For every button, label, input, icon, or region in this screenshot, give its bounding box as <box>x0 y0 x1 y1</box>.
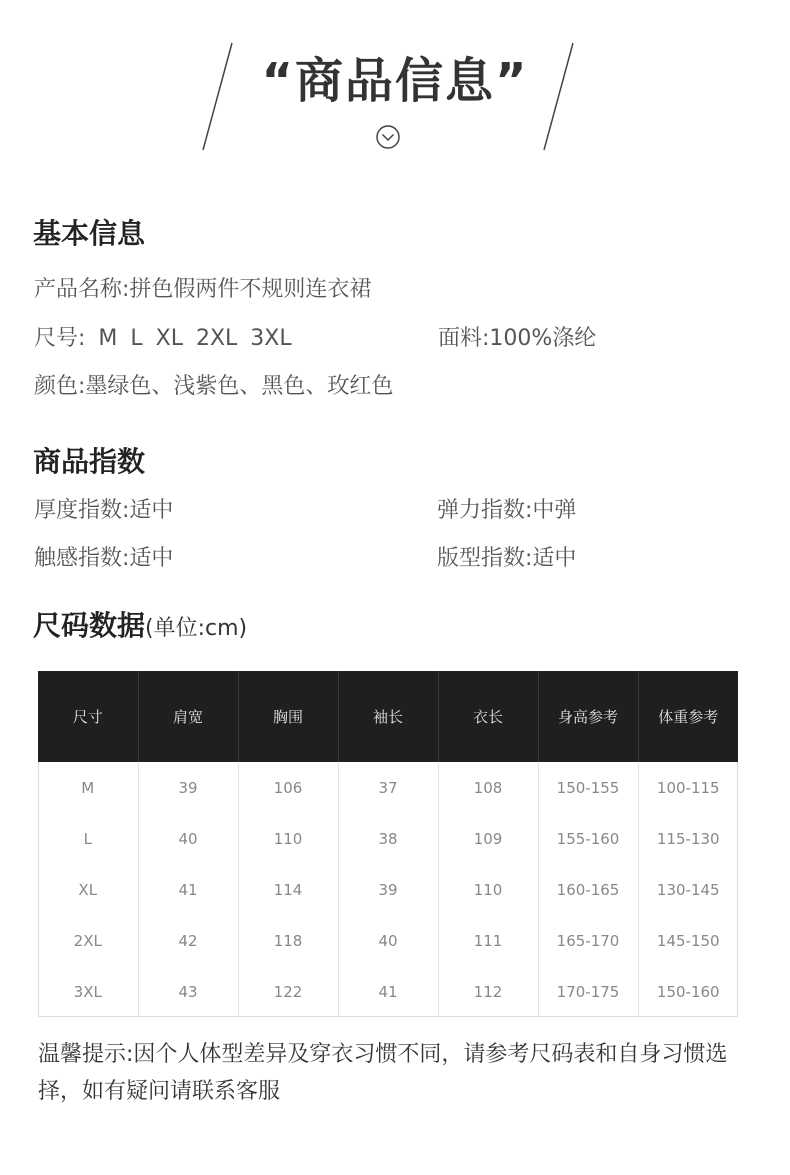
table-cell: 42 <box>138 915 238 966</box>
table-cell: 41 <box>138 864 238 915</box>
touch-index: 触感指数:适中 <box>34 546 174 571</box>
table-row <box>38 966 738 1017</box>
size-options-line: 尺号: M L XL 2XL 3XL <box>34 326 292 351</box>
chevron-down-circle-icon <box>375 124 401 150</box>
table-cell: 38 <box>338 813 438 864</box>
table-cell: 111 <box>438 915 538 966</box>
table-cell: 37 <box>338 762 438 813</box>
table-cell: 3XL <box>38 966 138 1017</box>
table-cell: 112 <box>438 966 538 1017</box>
table-cell: M <box>38 762 138 813</box>
table-cell: 122 <box>238 966 338 1017</box>
table-cell: 43 <box>138 966 238 1017</box>
fit-index: 版型指数:适中 <box>437 546 577 571</box>
table-row <box>38 864 738 915</box>
table-cell: 165-170 <box>538 915 638 966</box>
table-cell: 130-145 <box>656 880 720 899</box>
size-data-title: 尺码数据 <box>33 609 146 642</box>
table-cell: 109 <box>438 813 538 864</box>
product-index-heading: 商品指数 <box>33 445 146 478</box>
col-header-length: 衣长 <box>438 671 538 762</box>
table-cell: 100-115 <box>656 778 720 797</box>
table-row <box>38 813 738 864</box>
table-cell: 41 <box>338 966 438 1017</box>
col-header-sleeve: 袖长 <box>338 671 438 762</box>
table-cell: 150-160 <box>656 982 720 1001</box>
col-header-height-ref: 身高参考 <box>538 671 638 762</box>
table-cell: 110 <box>238 813 338 864</box>
table-row <box>38 915 738 966</box>
table-cell: 145-150 <box>656 931 720 950</box>
table-cell: 40 <box>338 915 438 966</box>
col-header-weight-ref: 体重参考 <box>638 671 738 762</box>
table-cell: 110 <box>438 864 538 915</box>
table-cell: 150-155 <box>538 762 638 813</box>
size-table-header-row <box>38 671 738 762</box>
col-header-size: 尺寸 <box>38 671 138 762</box>
col-header-bust: 胸围 <box>238 671 338 762</box>
table-cell: 39 <box>138 762 238 813</box>
table-cell: 160-165 <box>538 864 638 915</box>
elasticity-index: 弹力指数:中弹 <box>437 498 577 523</box>
color-line: 颜色:墨绿色、浅紫色、黑色、玫红色 <box>34 374 394 399</box>
product-name-line: 产品名称:拼色假两件不规则连衣裙 <box>34 277 372 302</box>
page-title: “商品信息” <box>261 53 529 109</box>
table-cell: 39 <box>338 864 438 915</box>
table-cell: 40 <box>138 813 238 864</box>
fabric-line: 面料:100%涤纶 <box>438 326 597 351</box>
warm-tip: 温馨提示:因个人体型差异及穿衣习惯不同，请参考尺码表和自身习惯选择，如有疑问请联系客服 <box>38 1042 728 1104</box>
table-cell: 118 <box>238 915 338 966</box>
col-header-shoulder: 肩宽 <box>138 671 238 762</box>
basic-info-heading: 基本信息 <box>33 217 146 250</box>
size-data-heading <box>33 604 247 644</box>
table-cell: 115-130 <box>656 829 720 848</box>
size-table <box>38 671 738 1017</box>
table-cell: 2XL <box>38 915 138 966</box>
size-data-unit: (单位:cm) <box>145 616 248 641</box>
table-cell: XL <box>38 864 138 915</box>
table-cell: 170-175 <box>538 966 638 1017</box>
table-cell: 155-160 <box>538 813 638 864</box>
thickness-index: 厚度指数:适中 <box>34 498 174 523</box>
table-cell: 106 <box>238 762 338 813</box>
table-cell: 108 <box>438 762 538 813</box>
table-row <box>38 762 738 813</box>
table-cell: 114 <box>238 864 338 915</box>
table-cell: L <box>38 813 138 864</box>
